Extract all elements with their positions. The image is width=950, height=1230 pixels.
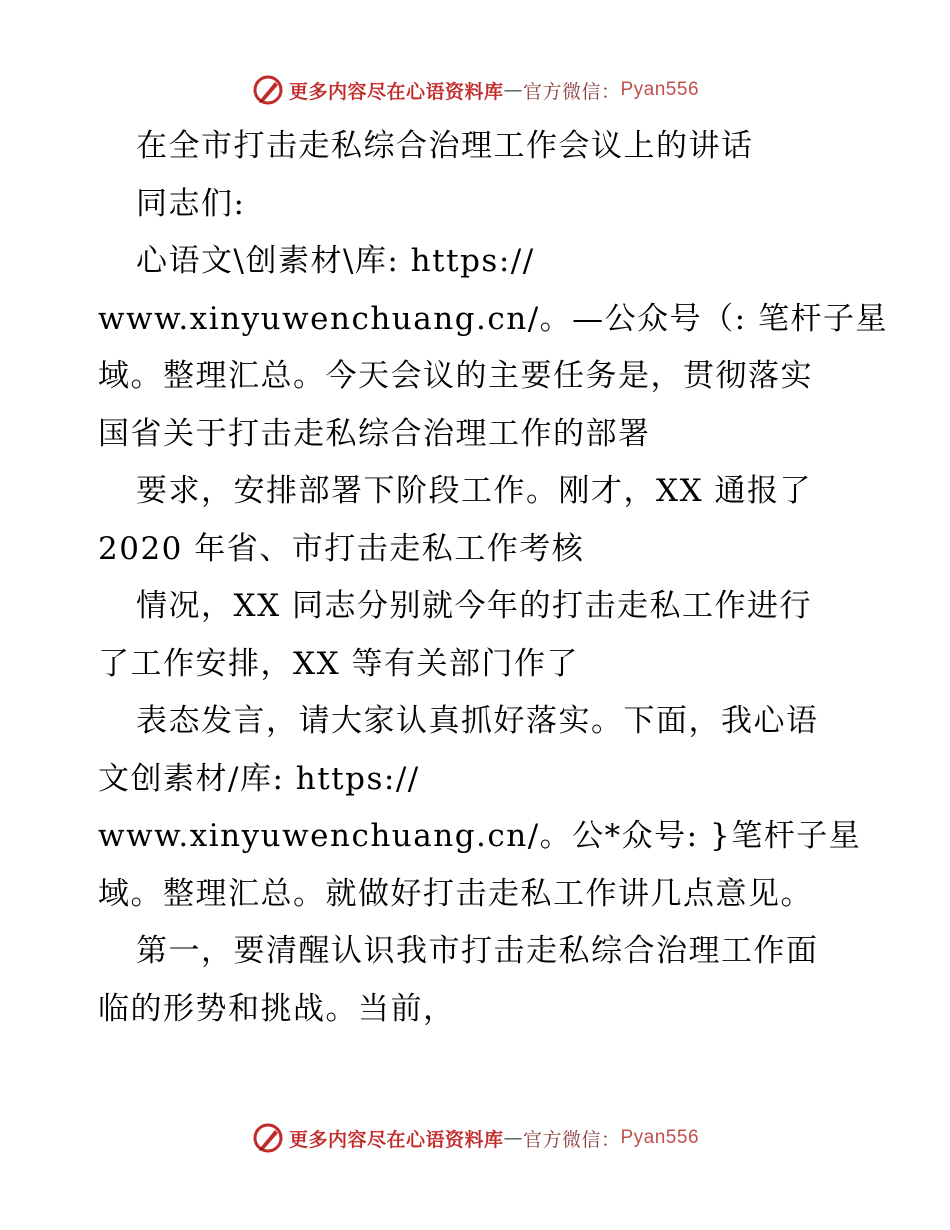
text-line: 了工作安排，XX 等有关部门作了: [98, 645, 579, 682]
banner-separator: —: [503, 1127, 523, 1149]
text-line: 情况，XX 同志分别就今年的打击走私工作进行: [136, 588, 812, 624]
text-line: 域。整理汇总。就做好打击走私工作讲几点意见。: [98, 875, 813, 912]
footer-banner: [0, 1118, 950, 1158]
text-line: 表态发言，请大家认真抓好落实。下面，我心语: [136, 703, 819, 739]
banner-main-text: 更多内容尽在心语资料库: [288, 1128, 504, 1151]
banner-separator: —: [503, 79, 523, 101]
text-line: 临的形势和挑战。当前，: [98, 990, 456, 1027]
text-line: www.xinyuwenchuang.cn/。—公众号（: 笔杆子星: [98, 300, 888, 337]
banner-wechat-id: Pyan556: [620, 1127, 700, 1148]
pen-logo-icon: [251, 1121, 285, 1155]
text-line: 文创素材/库: https://: [98, 760, 420, 797]
document-body: [98, 118, 888, 1038]
text-line: 域。整理汇总。今天会议的主要任务是，贯彻落实: [98, 358, 813, 394]
text-line: 要求，安排部署下阶段工作。刚才，XX 通报了: [136, 473, 812, 509]
banner-wechat-label: 官方微信：: [522, 80, 621, 103]
banner-wechat-label: 官方微信：: [522, 1128, 621, 1151]
text-line: 2020 年省、市打击走私工作考核: [98, 530, 585, 567]
text-line: 同志们:: [136, 185, 246, 222]
text-line: 第一，要清醒认识我市打击走私综合治理工作面: [136, 933, 819, 969]
banner-main-text: 更多内容尽在心语资料库: [288, 80, 504, 103]
pen-logo-icon: [251, 73, 285, 107]
title-line: 在全市打击走私综合治理工作会议上的讲话: [136, 128, 754, 164]
text-line: 心语文\创素材\库: https://: [136, 243, 535, 279]
text-line: www.xinyuwenchuang.cn/。公*众号: }笔杆子星: [98, 818, 862, 854]
banner-wechat-id: Pyan556: [620, 79, 700, 100]
text-line: 国省关于打击走私综合治理工作的部署: [98, 415, 651, 452]
header-banner: [0, 70, 950, 110]
